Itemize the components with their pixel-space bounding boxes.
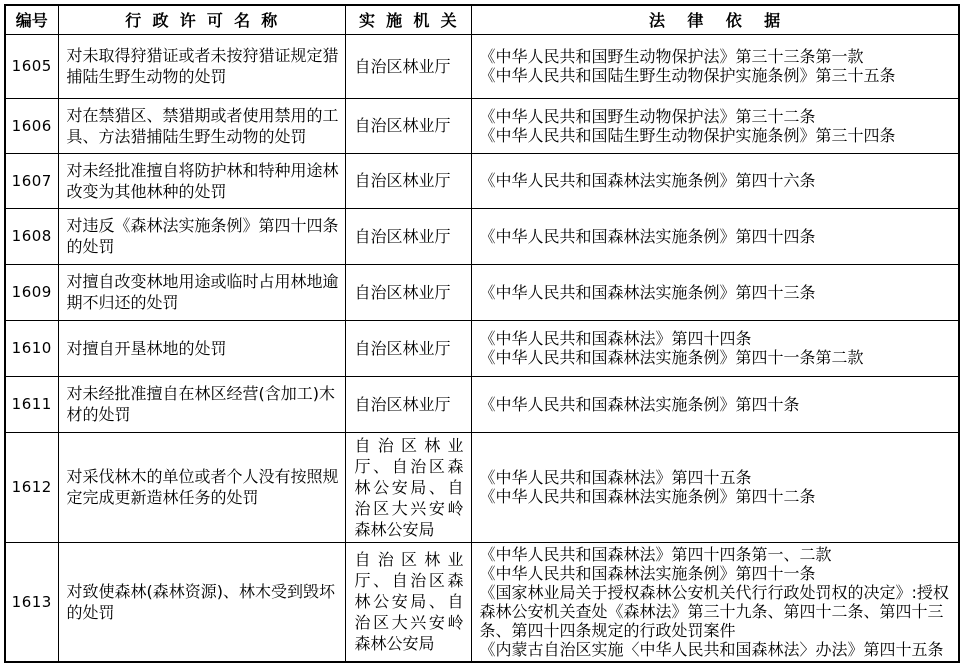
header-legal-basis: 法律依据 [471, 5, 959, 34]
row-legal-basis [471, 264, 959, 320]
legal-basis-line: 《中华人民共和国森林法》第四十五条 [479, 468, 752, 487]
table-row [5, 376, 959, 432]
row-agency: 自治区林业厅 [345, 98, 471, 153]
legal-basis-line: 《中华人民共和国陆生野生动物保护实施条例》第三十五条 [479, 66, 896, 85]
row-permit-name: 对采伐林木的单位或者个人没有按照规定完成更新造林任务的处罚 [58, 432, 345, 542]
legal-basis-line: 《中华人民共和国森林法实施条例》第四十二条 [479, 487, 816, 506]
table-row [5, 98, 959, 153]
row-id: 1613 [5, 542, 58, 662]
row-legal-basis [471, 208, 959, 264]
legal-basis-line: 《中华人民共和国森林法》第四十四条第一、二款 [479, 544, 832, 564]
row-agency: 自治区林业厅 [345, 376, 471, 432]
row-legal-basis [471, 320, 959, 376]
row-legal-basis [471, 432, 959, 542]
row-id: 1612 [5, 432, 58, 542]
row-permit-name: 对在禁猎区、禁猎期或者使用禁用的工具、方法猎捕陆生野生动物的处罚 [58, 98, 345, 153]
document-page [4, 4, 958, 663]
row-permit-name: 对擅自开垦林地的处罚 [58, 320, 345, 376]
header-agency: 实施机关 [345, 5, 471, 34]
table-header-row [5, 5, 959, 34]
header-permit-name: 行政许可名称 [58, 5, 345, 34]
row-id: 1608 [5, 208, 58, 264]
table-row [5, 320, 959, 376]
row-agency: 自治区林业厅 [345, 264, 471, 320]
row-permit-name: 对致使森林(森林资源)、林木受到毁坏的处罚 [58, 542, 345, 662]
legal-basis-line: 《内蒙古自治区实施〈中华人民共和国森林法〉办法》第四十五条 [479, 639, 944, 659]
row-agency: 自治区林业厅 [345, 208, 471, 264]
administrative-penalty-table [4, 4, 960, 663]
row-agency: 自治区林业厅、自治区森林公安局、自治区大兴安岭森林公安局 [345, 432, 471, 542]
legal-basis-line: 《中华人民共和国森林法实施条例》第四十一条 [479, 563, 816, 583]
legal-basis-line: 《中华人民共和国森林法实施条例》第四十三条 [479, 282, 816, 302]
legal-basis-line: 《中华人民共和国森林法实施条例》第四十一条第二款 [479, 348, 864, 367]
table-row [5, 208, 959, 264]
legal-basis-line: 《国家林业局关于授权森林公安机关代行行政处罚权的决定》:授权森林公安机关查处《森林法》第三十九条、第四十二条、第四十三条、第四十四条规定的行政处罚案件 [479, 582, 949, 640]
row-permit-name: 对未经批准擅自在林区经营(含加工)木材的处罚 [58, 376, 345, 432]
row-agency: 自治区林业厅 [345, 320, 471, 376]
row-id: 1610 [5, 320, 58, 376]
row-id: 1607 [5, 153, 58, 208]
row-id: 1609 [5, 264, 58, 320]
row-id: 1606 [5, 98, 58, 153]
row-legal-basis [471, 98, 959, 153]
row-legal-basis [471, 376, 959, 432]
row-id: 1611 [5, 376, 58, 432]
row-legal-basis [471, 34, 959, 98]
row-agency: 自治区林业厅 [345, 34, 471, 98]
row-agency: 自治区林业厅 [345, 153, 471, 208]
table-body [5, 34, 959, 662]
table-row [5, 153, 959, 208]
legal-basis-line: 《中华人民共和国森林法》第四十四条 [479, 329, 752, 348]
legal-basis-line: 《中华人民共和国森林法实施条例》第四十条 [479, 394, 800, 414]
row-permit-name: 对擅自改变林地用途或临时占用林地逾期不归还的处罚 [58, 264, 345, 320]
row-permit-name: 对未取得狩猎证或者未按狩猎证规定猎捕陆生野生动物的处罚 [58, 34, 345, 98]
legal-basis-line: 《中华人民共和国森林法实施条例》第四十六条 [479, 171, 816, 190]
legal-basis-line: 《中华人民共和国陆生野生动物保护实施条例》第三十四条 [479, 125, 896, 145]
legal-basis-line: 《中华人民共和国森林法实施条例》第四十四条 [479, 226, 816, 246]
row-agency: 自治区林业厅、自治区森林公安局、自治区大兴安岭森林公安局 [345, 542, 471, 662]
table-row [5, 542, 959, 662]
table-row [5, 34, 959, 98]
legal-basis-line: 《中华人民共和国野生动物保护法》第三十三条第一款 [479, 47, 864, 66]
row-legal-basis [471, 542, 959, 662]
row-legal-basis [471, 153, 959, 208]
table-row [5, 432, 959, 542]
row-permit-name: 对违反《森林法实施条例》第四十四条的处罚 [58, 208, 345, 264]
row-permit-name: 对未经批准擅自将防护林和特种用途林改变为其他林种的处罚 [58, 153, 345, 208]
row-id: 1605 [5, 34, 58, 98]
table-row [5, 264, 959, 320]
header-id: 编号 [5, 5, 58, 34]
legal-basis-line: 《中华人民共和国野生动物保护法》第三十二条 [479, 106, 816, 126]
